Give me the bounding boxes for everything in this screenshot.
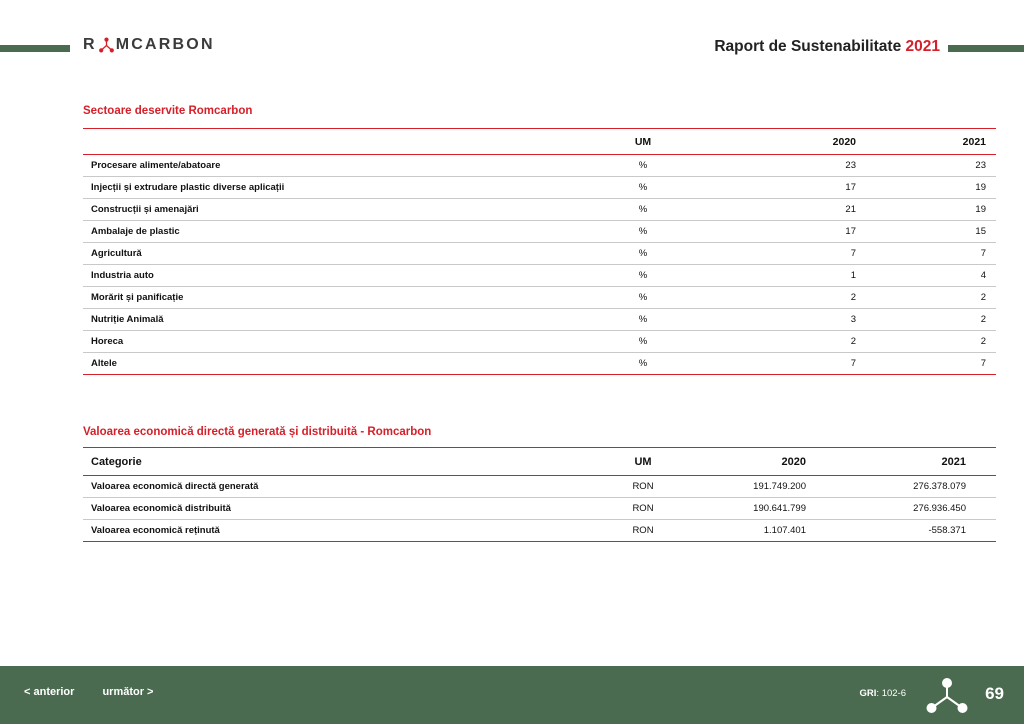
row-um: % [578, 177, 708, 199]
row-label: Valoarea economică directă generată [83, 476, 578, 498]
gri-reference [860, 688, 906, 699]
row-um: RON [578, 476, 708, 498]
report-title-text: Raport de Sustenabilitate [714, 38, 906, 55]
row-value-2020: 17 [708, 177, 866, 199]
molecule-icon-footer [918, 676, 976, 716]
row-um: % [578, 287, 708, 309]
table-row [83, 199, 996, 221]
row-value-2021: 2 [866, 287, 996, 309]
col-header-2020: 2020 [708, 129, 866, 155]
row-label: Altele [83, 353, 578, 375]
page-footer [0, 666, 1024, 724]
logo-text-prefix: R [83, 36, 97, 53]
row-value-2020: 190.641.799 [708, 498, 866, 520]
table-row [83, 221, 996, 243]
col-header-2021: 2021 [866, 448, 996, 476]
report-title-year: 2021 [905, 38, 940, 55]
table-sectoare-deservite [83, 128, 996, 375]
row-value-2020: 21 [708, 199, 866, 221]
row-value-2021: -558.371 [866, 520, 996, 542]
row-value-2021: 7 [866, 243, 996, 265]
table-row [83, 243, 996, 265]
gri-value: : 102-6 [876, 688, 906, 699]
row-um: % [578, 265, 708, 287]
row-value-2020: 3 [708, 309, 866, 331]
row-value-2020: 7 [708, 353, 866, 375]
col-header-um: UM [578, 129, 708, 155]
row-label: Injecții și extrudare plastic diverse aplicații [83, 177, 578, 199]
row-um: % [578, 155, 708, 177]
table-row [83, 287, 996, 309]
col-header-um: UM [578, 448, 708, 476]
row-value-2020: 2 [708, 331, 866, 353]
logo-text-suffix: MCARBON [115, 36, 215, 53]
row-value-2021: 276.936.450 [866, 498, 996, 520]
table-valoare-economica [83, 447, 996, 542]
row-um: % [578, 353, 708, 375]
section-title-sectoare: Sectoare deservite Romcarbon [83, 105, 253, 117]
row-value-2021: 7 [866, 353, 996, 375]
gri-label: GRI [859, 688, 877, 699]
table-row [83, 177, 996, 199]
col-header-label [83, 129, 578, 155]
row-value-2021: 19 [866, 199, 996, 221]
row-um: % [578, 221, 708, 243]
row-um: % [578, 243, 708, 265]
row-um: % [578, 331, 708, 353]
row-label: Procesare alimente/abatoare [83, 155, 578, 177]
row-um: RON [578, 520, 708, 542]
next-page-link[interactable]: următor > [102, 686, 154, 698]
row-value-2020: 17 [708, 221, 866, 243]
row-value-2021: 15 [866, 221, 996, 243]
row-value-2021: 23 [866, 155, 996, 177]
col-header-2021: 2021 [866, 129, 996, 155]
row-value-2021: 276.378.079 [866, 476, 996, 498]
row-value-2020: 191.749.200 [708, 476, 866, 498]
header-rule-left [0, 45, 70, 52]
report-title [714, 38, 940, 56]
page-header [0, 0, 1024, 76]
section-title-valoare-economica: Valoarea economică directă generată și distribuită - Romcarbon [83, 426, 432, 438]
table-row [83, 309, 996, 331]
row-label: Valoarea economică reținută [83, 520, 578, 542]
header-rule-right [948, 45, 1024, 52]
romcarbon-logo [83, 36, 215, 54]
table-row [83, 155, 996, 177]
row-value-2020: 1 [708, 265, 866, 287]
row-label: Horeca [83, 331, 578, 353]
row-value-2021: 2 [866, 309, 996, 331]
row-value-2021: 4 [866, 265, 996, 287]
footer-navigation [24, 686, 153, 698]
row-value-2020: 1.107.401 [708, 520, 866, 542]
table-row [83, 265, 996, 287]
table-row [83, 353, 996, 375]
molecule-icon [98, 37, 115, 54]
row-value-2021: 19 [866, 177, 996, 199]
table-row [83, 520, 996, 542]
previous-page-link[interactable]: < anterior [24, 686, 75, 698]
row-um: RON [578, 498, 708, 520]
row-label: Construcții și amenajări [83, 199, 578, 221]
row-value-2020: 23 [708, 155, 866, 177]
page-number: 69 [985, 684, 1004, 703]
table-header-row [83, 448, 996, 476]
row-value-2021: 2 [866, 331, 996, 353]
row-um: % [578, 199, 708, 221]
table-row [83, 476, 996, 498]
row-label: Valoarea economică distribuită [83, 498, 578, 520]
row-label: Ambalaje de plastic [83, 221, 578, 243]
row-um: % [578, 309, 708, 331]
col-header-categorie: Categorie [83, 448, 578, 476]
table-header-row [83, 129, 996, 155]
row-value-2020: 2 [708, 287, 866, 309]
col-header-2020: 2020 [708, 448, 866, 476]
row-label: Morărit și panificație [83, 287, 578, 309]
table-row [83, 331, 996, 353]
row-value-2020: 7 [708, 243, 866, 265]
row-label: Industria auto [83, 265, 578, 287]
table-row [83, 498, 996, 520]
row-label: Nutriție Animală [83, 309, 578, 331]
row-label: Agricultură [83, 243, 578, 265]
